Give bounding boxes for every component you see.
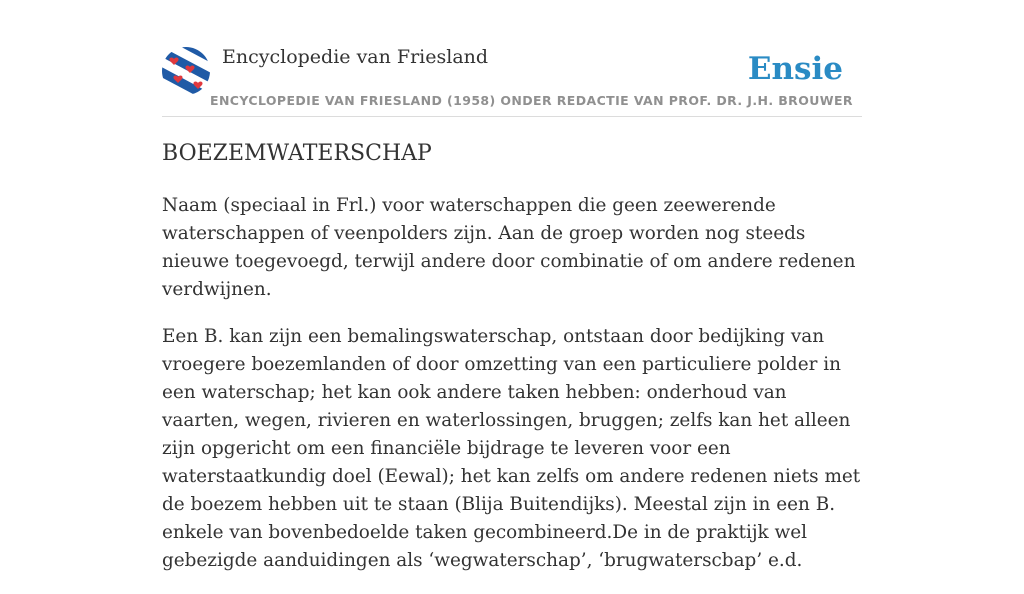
site-subtitle: ENCYCLOPEDIE VAN FRIESLAND (1958) ONDER REDACTIE VAN PROF. DR. J.H. BROUWER xyxy=(210,93,853,108)
article-paragraph: Naam (speciaal in Frl.) voor waterschappen die geen zeewerende waterschappen of veenpolders zijn. Aan de groep worden nog steeds nieuwe toegevoegd, terwijl andere door combinatie of om andere redenen verdwijnen. xyxy=(162,195,856,300)
page-container xyxy=(162,0,862,571)
ensie-brand-logo[interactable]: Ensie xyxy=(747,51,843,87)
article-paragraph: Een B. kan zijn een bemalingswaterschap, ontstaan door bedijking van vroegere boezemlanden of door omzetting van een particuliere polder in een waterschap; het kan ook andere taken hebben: onderhoud van vaarten, wegen, rivieren en waterlossingen, bruggen; zelfs kan het alleen zijn opgericht om een financiële bijdrage te leveren voor een waterstaatkundig doel (Eewal); het kan zelfs om andere redenen niets met de boezem hebben uit te staan (Blija Buitendijks). Meestal zijn in een B. enkele van bovenbedoelde taken gecombineerd.De in de praktijk wel gebezigde aanduidingen als ‘wegwaterschap’, ‘brugwaterscbap’ e.d. xyxy=(162,326,861,571)
site-title[interactable]: Encyclopedie van Friesland xyxy=(222,46,489,68)
frisian-flag-icon[interactable] xyxy=(162,47,210,95)
site-header xyxy=(162,0,862,117)
article-body xyxy=(162,192,862,594)
article-title: BOEZEMWATERSCHAP xyxy=(162,141,432,166)
